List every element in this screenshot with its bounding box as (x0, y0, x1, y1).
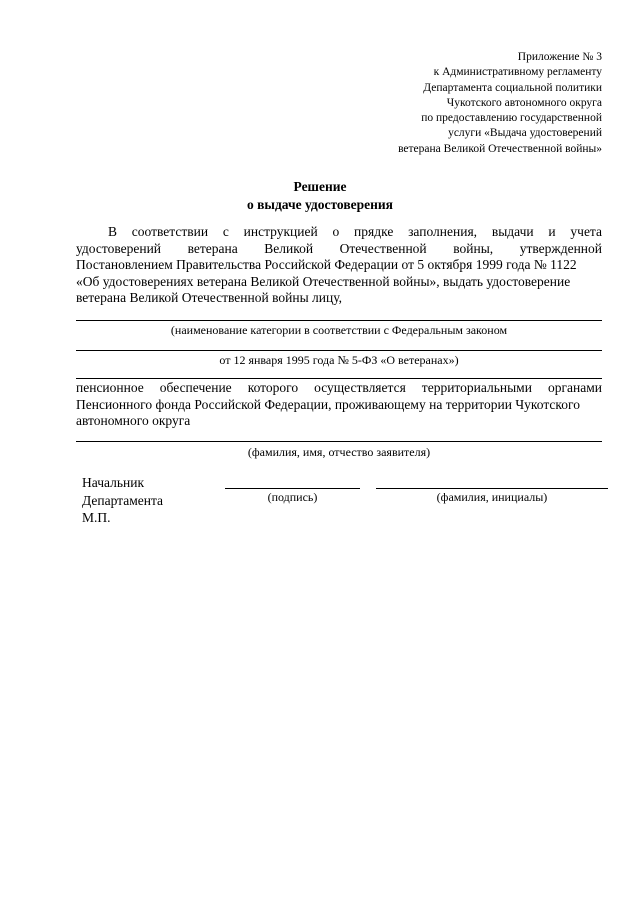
appendix-line: Департамента социальной политики (423, 81, 602, 94)
document-title (0, 178, 640, 214)
blank-line-category-3 (76, 378, 602, 379)
intro-line: «Об удостоверениях ветерана Великой Отечественной войны», выдать удостоверение (76, 273, 571, 289)
caption-category-2: от 12 января 1995 года № 5-ФЗ «О ветеранах») (219, 353, 459, 367)
pension-paragraph (76, 380, 602, 430)
pension-line: автономного округа (76, 413, 191, 428)
appendix-header (342, 50, 602, 157)
signatory-block (82, 474, 163, 527)
pension-line: пенсионное обеспечение которого осуществляется территориальными органами (76, 380, 602, 395)
appendix-line: Чукотского автономного округа (446, 96, 602, 109)
intro-paragraph (76, 224, 602, 307)
appendix-line: по предоставлению государственной (421, 112, 602, 125)
seal-mark: М.П. (82, 510, 111, 525)
appendix-line: услуги «Выдача удостоверений (448, 127, 602, 140)
pension-line: Пенсионного фонда Российской Федерации, проживающему на территории Чукотского (76, 396, 580, 412)
intro-line: В соответствии с инструкцией о прядке заполнения, выдачи и учета (108, 224, 602, 239)
caption-name: (фамилия, инициалы) (436, 490, 548, 504)
appendix-line: Приложение № 3 (517, 51, 602, 63)
caption-signature: (подпись) (267, 490, 318, 504)
title-line-1: Решение (293, 179, 347, 194)
intro-line: удостоверений ветерана Великой Отечественной войны, утвержденной (76, 240, 602, 256)
intro-line: Постановлением Правительства Российской Федерации от 5 октября 1999 года № 1122 (76, 257, 577, 272)
caption-applicant: (фамилия, имя, отчество заявителя) (247, 445, 431, 459)
position-line-2: Департамента (82, 492, 164, 508)
caption-category-1: (наименование категории в соответствии с Федеральным законом (170, 323, 508, 337)
signature-line (225, 488, 360, 489)
title-line-2: о выдаче удостоверения (247, 197, 393, 212)
blank-line-category (76, 320, 602, 321)
blank-line-applicant (76, 441, 602, 442)
appendix-line: ветерана Великой Отечественной войны» (398, 142, 602, 155)
intro-line: ветерана Великой Отечественной войны лицу, (76, 290, 342, 305)
name-line (376, 488, 608, 489)
blank-line-category-2 (76, 350, 602, 351)
position-line-1: Начальник (82, 475, 145, 490)
appendix-line: к Административному регламенту (433, 66, 602, 79)
